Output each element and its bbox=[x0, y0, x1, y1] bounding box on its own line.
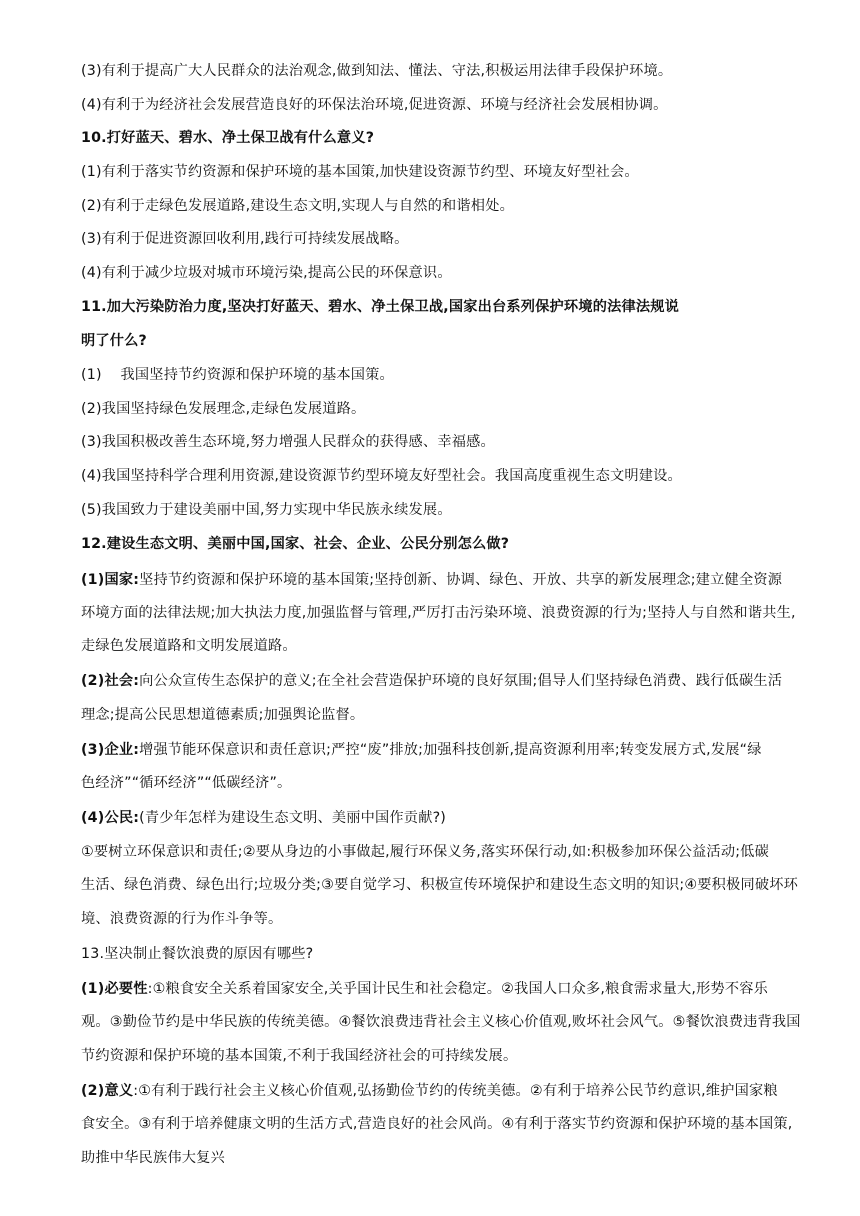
item-text: 增强节能环保意识和责任意识;严控“废”排放;加强科技创新,提高资源利用率;转变发展方式,发展“绿 bbox=[139, 742, 762, 758]
paragraph-line bbox=[81, 1081, 801, 1101]
text-line: (1) 我国坚持节约资源和保护环境的基本国策。 bbox=[81, 367, 394, 383]
question-heading-cont: 明了什么? bbox=[81, 333, 147, 349]
item-label: (3)企业: bbox=[81, 742, 140, 758]
text-line: (3)有利于提高广大人民群众的法治观念,做到知法、懂法、守法,积极运用法律手段保护环境。 bbox=[81, 63, 673, 79]
item-label: (4)公民: bbox=[81, 810, 140, 826]
item-label: (1)国家: bbox=[81, 572, 140, 588]
question-heading: 10.打好蓝天、碧水、净土保卫战有什么意义? bbox=[81, 130, 375, 146]
text-line: 生活、绿色消费、绿色出行;垃圾分类;③要自觉学习、积极宣传环境保护和建设生态文明的知识;④要积极同破坏环 bbox=[81, 877, 798, 893]
paragraph-line bbox=[81, 570, 801, 590]
text-line: (1)有利于落实节约资源和保护环境的基本国策,加快建设资源节约型、环境友好型社会。 bbox=[81, 164, 639, 180]
item-text: (青少年怎样为建设生态文明、美丽中国作贡献?) bbox=[139, 810, 447, 826]
text-line: 节约资源和保护环境的基本国策,不利于我国经济社会的可持续发展。 bbox=[81, 1048, 518, 1064]
paragraph-line bbox=[81, 740, 801, 760]
text-line: 观。③勤俭节约是中华民族的传统美德。④餐饮浪费违背社会主义核心价值观,败坏社会风气。⑤餐饮浪费违背我国 bbox=[81, 1014, 801, 1030]
text-line: ①要树立环保意识和责任;②要从身边的小事做起,履行环保义务,落实环保行动,如:积极参加环保公益活动;低碳 bbox=[81, 844, 769, 860]
item-text: 向公众宣传生态保护的意义;在全社会营造保护环境的良好氛围;倡导人们坚持绿色消费、践行低碳生活 bbox=[139, 673, 783, 689]
text-line: 食安全。③有利于培养健康文明的生活方式,营造良好的社会风尚。④有利于落实节约资源和保护环境的基本国策, bbox=[81, 1116, 793, 1132]
text-line: (3)有利于促进资源回收利用,践行可持续发展战略。 bbox=[81, 231, 409, 247]
text-line: 境、浪费资源的行为作斗争等。 bbox=[81, 911, 283, 927]
item-label: (1)必要性 bbox=[81, 981, 148, 997]
text-line: 环境方面的法律法规;加大执法力度,加强监督与管理,严厉打击污染环境、浪费资源的行为;坚持人与自然和谐共生, bbox=[81, 605, 796, 621]
paragraph-line bbox=[81, 808, 801, 828]
text-line: (4)我国坚持科学合理利用资源,建设资源节约型环境友好型社会。我国高度重视生态文明建设。 bbox=[81, 468, 682, 484]
text-line: (2)我国坚持绿色发展理念,走绿色发展道路。 bbox=[81, 401, 366, 417]
text-line: (5)我国致力于建设美丽中国,努力实现中华民族永续发展。 bbox=[81, 502, 452, 518]
text-line: 助推中华民族伟大复兴 bbox=[81, 1150, 225, 1166]
question-heading: 13.坚决制止餐饮浪费的原因有哪些? bbox=[81, 946, 314, 962]
text-line: 理念;提高公民思想道德素质;加强舆论监督。 bbox=[81, 707, 365, 723]
text-line: (4)有利于减少垃圾对城市环境污染,提高公民的环保意识。 bbox=[81, 265, 452, 281]
text-line: (2)有利于走绿色发展道路,建设生态文明,实现人与自然的和谐相处。 bbox=[81, 198, 514, 214]
item-label: (2)社会: bbox=[81, 673, 140, 689]
question-heading: 11.加大污染防治力度,坚决打好蓝天、碧水、净土保卫战,国家出台系列保护环境的法律法规说 bbox=[81, 299, 680, 315]
item-text: 坚持节约资源和保护环境的基本国策;坚持创新、协调、绿色、开放、共享的新发展理念;建立健全资源 bbox=[139, 572, 783, 588]
item-label: (2)意义 bbox=[81, 1083, 134, 1099]
paragraph-line bbox=[81, 979, 801, 999]
text-line: (4)有利于为经济社会发展营造良好的环保法治环境,促进资源、环境与经济社会发展相协调。 bbox=[81, 97, 668, 113]
text-line: 走绿色发展道路和文明发展道路。 bbox=[81, 638, 297, 654]
paragraph-line bbox=[81, 671, 801, 691]
item-text: :①有利于践行社会主义核心价值观,弘扬勤俭节约的传统美德。②有利于培养公民节约意识,维护国家粮 bbox=[133, 1083, 778, 1099]
item-text: :①粮食安全关系着国家安全,关乎国计民生和社会稳定。②我国人口众多,粮食需求量大,形势不容乐 bbox=[147, 981, 769, 997]
question-heading: 12.建设生态文明、美丽中国,国家、社会、企业、公民分别怎么做? bbox=[81, 536, 510, 552]
text-line: (3)我国积极改善生态环境,努力增强人民群众的获得感、幸福感。 bbox=[81, 434, 495, 450]
text-line: 色经济”“循环经济”“低碳经济”。 bbox=[81, 775, 292, 791]
